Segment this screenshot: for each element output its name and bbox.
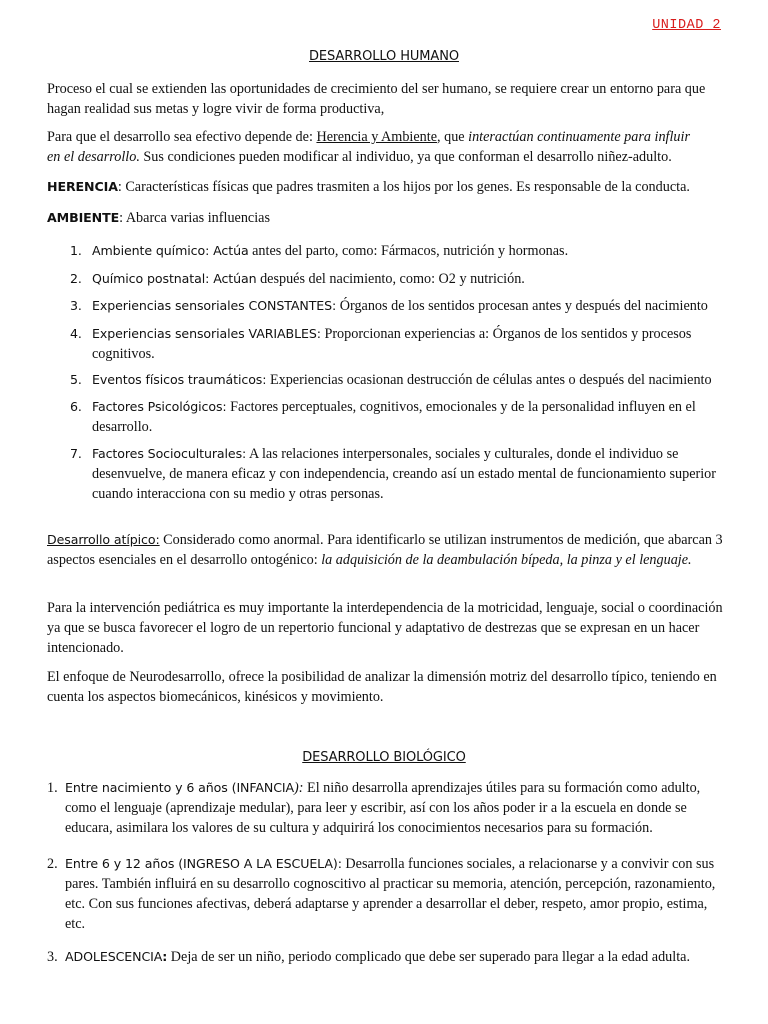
influence-description: Proporcionan experiencias a: Órganos de los sentidos y procesos cognitivos. xyxy=(92,326,692,362)
stage-description: Desarrolla funciones sociales, a relacionarse y a convivir con sus pares. También influirá en su desarrollo cognoscitivo al practicar su memoria, atención, percepción, razonamiento, etc. Con sus funciones afectivas, deberá adaptarse y aprender a desarrollar el deber, respeto, amor propio, estima, etc. xyxy=(65,856,716,932)
influence-description: A las relaciones interpersonales, sociales y culturales, donde el individuo se desenvuelve, de manera eficaz y con independencia, creando así un estado mental de funcionamiento superior cuando interacciona con su medio y otras personas. xyxy=(92,446,716,502)
influence-description: después del nacimiento, como: O2 y nutrición. xyxy=(256,271,525,287)
influence-description: Experiencias ocasionan destrucción de células antes o después del nacimiento xyxy=(266,372,712,388)
stage-mark: : xyxy=(162,949,168,964)
list-number: 2. xyxy=(70,271,82,286)
stage-term: Entre 6 y 12 años (INGRESO A LA ESCUELA): xyxy=(65,856,342,871)
intervencion-paragraph: Para la intervención pediátrica es muy importante la interdependencia de la motricidad, lenguaje, social o coordinación ya que se busca favorecer el logro de un repertorio funcional y adaptativo de destrezas que se expresan en un hacer intencionado. xyxy=(47,600,723,656)
influence-term: Experiencias sensoriales VARIABLES: xyxy=(92,326,321,341)
influence-term: Experiencias sensoriales CONSTANTES: xyxy=(92,298,337,313)
stage-term: Entre nacimiento y 6 años (INFANCIA xyxy=(65,780,295,795)
influence-term: Factores Socioculturales: xyxy=(92,446,247,461)
title-desarrollo-humano: DESARROLLO HUMANO xyxy=(309,49,459,64)
influence-item xyxy=(70,370,740,390)
list-number: 3. xyxy=(70,298,82,313)
influence-description: antes del parto, como: Fármacos, nutrición y hormonas. xyxy=(248,243,569,259)
herencia-ambiente-paragraph: Para que el desarrollo sea efectivo depende de: Herencia y Ambiente, que interactúan continuamente para influir en el desarrollo. Sus condiciones pueden modificar al individuo, ya que conforman el desarrollo niñez-adulto. xyxy=(47,129,690,165)
influence-description: Órganos de los sentidos procesan antes y después del nacimiento xyxy=(336,298,708,314)
influence-term: Ambiente químico: Actúa xyxy=(92,243,249,258)
influence-item xyxy=(70,296,740,316)
title-desarrollo-biologico: DESARROLLO BIOLÓGICO xyxy=(302,750,466,765)
list-number: 5. xyxy=(70,372,82,387)
influence-description: Factores perceptuales, cognitivos, emocionales y de la personalidad influyen en el desarrollo. xyxy=(92,399,696,435)
stage-mark: ): xyxy=(294,780,304,796)
influence-item xyxy=(70,444,740,504)
stage-item xyxy=(47,778,727,838)
list-number: 6. xyxy=(70,399,82,414)
list-number: 2. xyxy=(47,856,58,872)
influence-term: Químico postnatal: Actúan xyxy=(92,271,257,286)
list-number: 4. xyxy=(70,326,82,341)
list-number: 1. xyxy=(47,780,58,796)
influence-term: Eventos físicos traumáticos: xyxy=(92,372,267,387)
stage-description: Deja de ser un niño, periodo complicado que debe ser superado para llegar a la edad adulta. xyxy=(167,949,690,965)
stage-item xyxy=(47,854,727,934)
intro-paragraph: Proceso el cual se extienden las oportunidades de crecimiento del ser humano, se requiere crear un entorno para que hagan realidad sus metas y logre vivir de forma productiva, xyxy=(47,81,706,117)
enfoque-paragraph: El enfoque de Neurodesarrollo, ofrece la posibilidad de analizar la dimensión motriz del desarrollo típico, teniendo en cuenta los aspectos biomecánicos, kinésicos y movimiento. xyxy=(47,669,717,705)
influence-item xyxy=(70,269,740,289)
ambiente-definition: AMBIENTE: Abarca varias influencias xyxy=(47,210,270,226)
herencia-ambiente-link: Herencia y Ambiente xyxy=(316,129,437,145)
influence-item xyxy=(70,241,740,261)
herencia-definition: HERENCIA: Características físicas que padres trasmiten a los hijos por los genes. Es responsable de la conducta. xyxy=(47,179,690,195)
influence-item xyxy=(70,397,740,437)
atipico-paragraph: Desarrollo atípico: Considerado como anormal. Para identificarlo se utilizan instrumentos de medición, que abarcan 3 aspectos esenciales en el desarrollo ontogénico: la adquisición de la deambulación bípeda, la pinza y el lenguaje. xyxy=(47,532,723,568)
stage-item xyxy=(47,947,727,967)
list-number: 1. xyxy=(70,243,82,258)
list-number: 3. xyxy=(47,949,58,965)
list-number: 7. xyxy=(70,446,82,461)
stage-term: ADOLESCENCIA xyxy=(65,949,163,964)
influence-term: Factores Psicológicos: xyxy=(92,399,227,414)
unit-label: UNIDAD 2 xyxy=(652,18,721,33)
influence-item xyxy=(70,324,740,364)
stage-description: El niño desarrolla aprendizajes útiles para su formación como adulto, como el lenguaje (aprendizaje medular), para leer y escribir, así con los años poder ir a la escuela en donde se educara, asimilara los valores de su cultura y adquirirá los conocimientos necesarios para su formación. xyxy=(65,780,701,836)
